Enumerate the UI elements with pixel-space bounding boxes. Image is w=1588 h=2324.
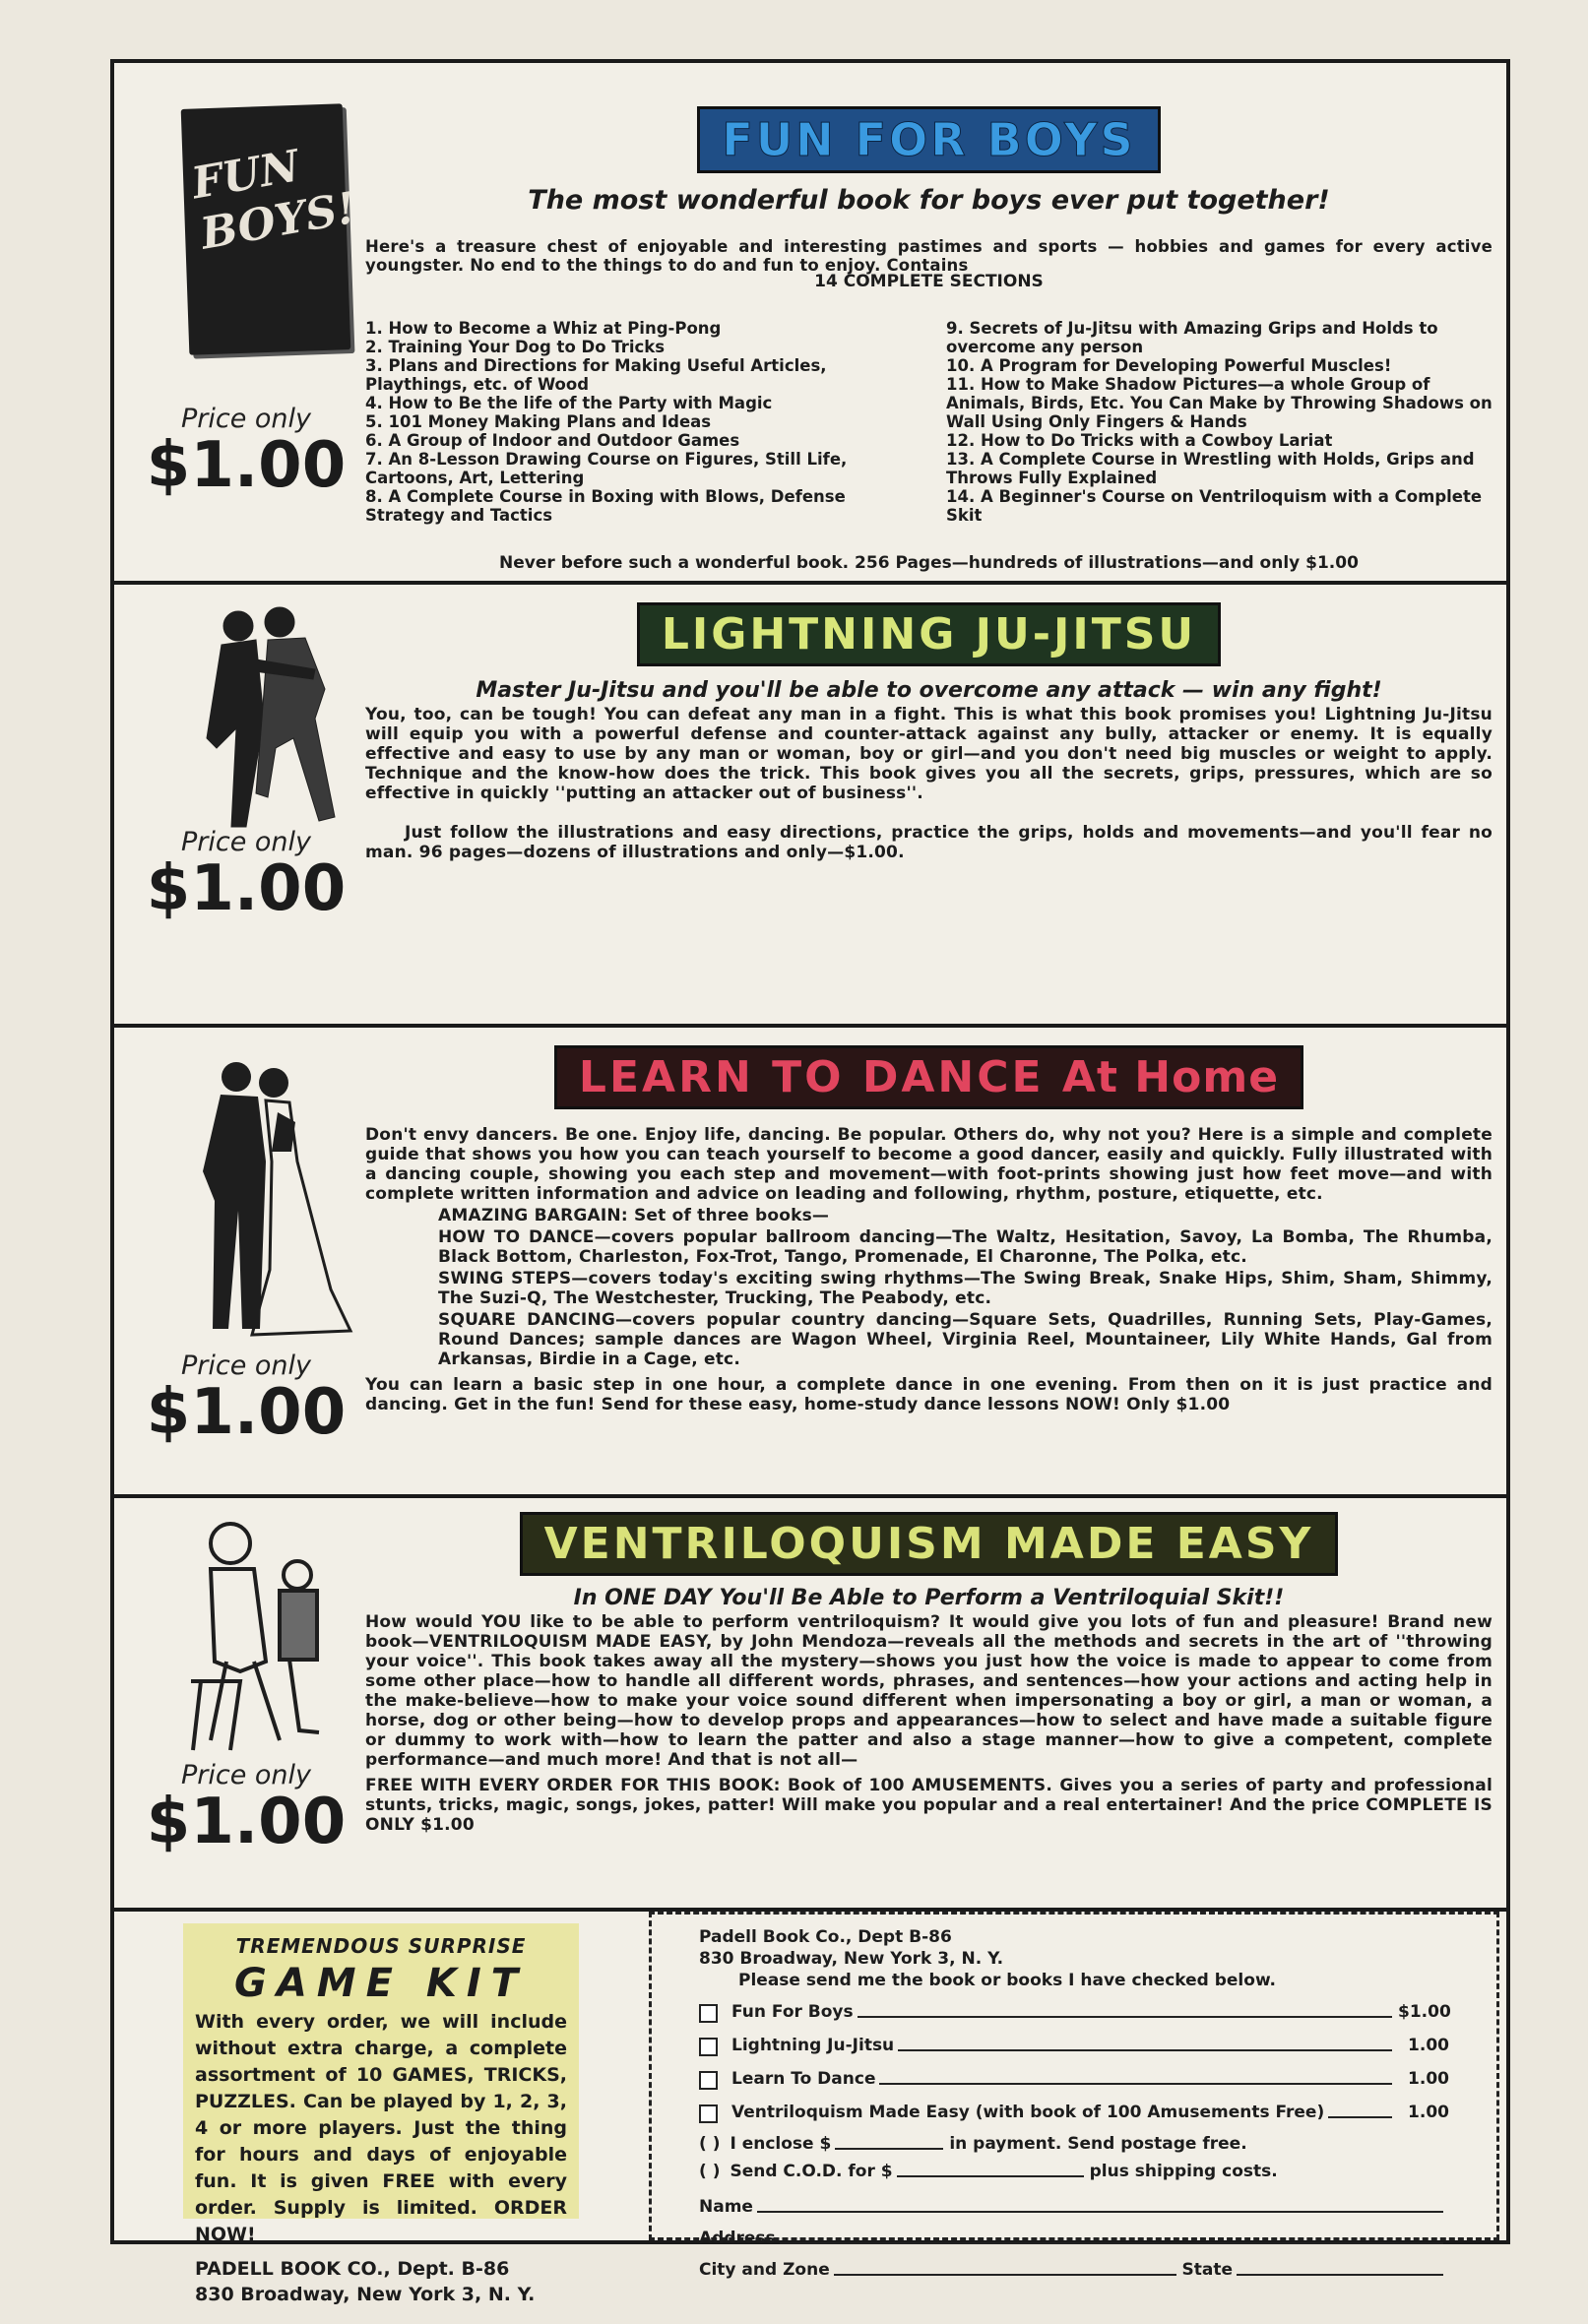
order-address: 830 Broadway, New York 3, N. Y.	[699, 1949, 1004, 1969]
order-section	[114, 1912, 1506, 2305]
jujitsu-tagline: Master Ju-Jitsu and you'll be able to overcome any attack — win any fight!	[476, 678, 1382, 703]
list-item: 3. Plans and Directions for Making Useful Articles, Playthings, etc. of Wood	[365, 356, 827, 394]
fighters-illustration	[177, 600, 354, 837]
order-item-price: 1.00	[1408, 2036, 1449, 2055]
amount-field[interactable]	[835, 2148, 943, 2150]
fill-line	[858, 2016, 1392, 2018]
address-label: Address	[699, 2229, 776, 2248]
fun-for-boys-left	[128, 63, 364, 581]
order-item-label: Learn To Dance	[731, 2069, 876, 2089]
book-cover-text: FUN BOYS!	[188, 141, 360, 260]
order-item-label: Ventriloquism Made Easy (with book of 100 Amusements Free)	[731, 2103, 1325, 2122]
game-kit-address-1: PADELL BOOK CO., Dept. B-86	[195, 2258, 510, 2280]
dance-bargain: AMAZING BARGAIN: Set of three books—	[438, 1206, 830, 1225]
ventriloquism-body: How would YOU like to be able to perform ventriloquism? It would give you lots of fun and pleasure! Brand new book—VENTRILOQUISM MADE EASY, by John Mendoza—reveals all the methods and secrets in the art of ''throwing your voice''. This book takes away all the mystery—shows you just how the voice is made to appear to come from some other place—how to handle all different words, phrases, and sentences—how your actions and acting help in the make-believe—how to make your voice sound different when impersonating a boy or girl, a man or woman, a horse, dog or other being—how to develop props and appearances—how to select and have made a suitable figure or dummy to work with—how to learn the patter and also a stage manner—how to give a competent, complete performance—and much more! And that is not all—	[365, 1612, 1493, 1770]
dance-book-1: HOW TO DANCE—covers popular ballroom dancing—The Waltz, Hesitation, Savoy, La Bomba, The Rhumba, Black Bottom, Charleston, Fox-Trot, Tango, Promenade, El Charonne, The Polka, etc.	[438, 1227, 1493, 1267]
order-item-row[interactable]	[699, 2001, 1449, 2023]
ventriloquism-free-offer: FREE WITH EVERY ORDER FOR THIS BOOK: Book of 100 AMUSEMENTS. Gives you a series of party and professional stunts, tricks, magic, songs, jokes, patter! Will make you popular and a real entertainer! And the price COMPLETE IS ONLY $1.00	[365, 1776, 1493, 1835]
address-field[interactable]	[780, 2242, 1443, 2244]
dance-banner-sub: At Home	[1061, 1052, 1280, 1102]
list-item: 12. How to Do Tricks with a Cowboy Lariat	[946, 431, 1333, 450]
city-row[interactable]	[699, 2259, 1449, 2281]
list-item: 7. An 8-Lesson Drawing Course on Figures, Still Life, Cartoons, Art, Lettering	[365, 450, 848, 487]
order-item-label: Fun For Boys	[731, 2002, 854, 2022]
list-item: 13. A Complete Course in Wrestling with Holds, Grips and Throws Fully Explained	[946, 450, 1475, 487]
price-value: $1.00	[146, 1376, 347, 1449]
price-value: $1.00	[146, 852, 347, 925]
price-label: Price only	[180, 827, 312, 857]
order-item-row[interactable]	[699, 2068, 1449, 2090]
city-label: City and Zone	[699, 2260, 830, 2280]
book-cover-image	[181, 103, 360, 355]
fun-for-boys-section	[114, 63, 1506, 585]
order-item-price: 1.00	[1408, 2103, 1449, 2122]
paren-checkbox[interactable]: ( )	[699, 2134, 721, 2154]
order-item-price: 1.00	[1408, 2069, 1449, 2089]
cod-suffix: plus shipping costs.	[1089, 2162, 1278, 2181]
list-item: 8. A Complete Course in Boxing with Blows, Defense Strategy and Tactics	[365, 487, 846, 525]
jujitsu-section	[114, 585, 1506, 1028]
dance-section	[114, 1028, 1506, 1498]
fun-for-boys-content	[365, 63, 1493, 581]
dance-closing: You can learn a basic step in one hour, a complete dance in one evening. From then on it is just practice and dancing. Get in the fun! Send for these easy, home-study dance lessons NOW! Only $1.00	[365, 1375, 1493, 1414]
ventriloquism-tagline: In ONE DAY You'll Be Able to Perform a Ventriloquial Skit!!	[573, 1586, 1285, 1610]
state-field[interactable]	[1237, 2274, 1443, 2276]
name-field[interactable]	[757, 2211, 1443, 2213]
dancing-couple-illustration	[163, 1053, 360, 1339]
advertisement-page	[110, 59, 1510, 2305]
order-item-label: Lightning Ju-Jitsu	[731, 2036, 895, 2055]
list-item: 6. A Group of Indoor and Outdoor Games	[365, 431, 740, 450]
jujitsu-left	[128, 585, 364, 1024]
enclose-prefix: I enclose $	[730, 2134, 832, 2154]
fill-line	[1328, 2116, 1392, 2118]
checkbox[interactable]	[699, 2104, 718, 2123]
cod-prefix: Send C.O.D. for $	[730, 2162, 893, 2181]
name-label: Name	[699, 2197, 753, 2217]
paren-checkbox[interactable]: ( )	[699, 2162, 721, 2181]
list-item: 1. How to Become a Whiz at Ping-Pong	[365, 319, 722, 338]
sections-list-left	[365, 319, 917, 525]
list-item: 14. A Beginner's Course on Ventriloquism with a Complete Skit	[946, 487, 1483, 525]
jujitsu-banner: LIGHTNING JU-JITSU	[637, 602, 1221, 666]
order-item-price: $1.00	[1398, 2002, 1451, 2022]
jujitsu-body: You, too, can be tough! You can defeat any man in a fight. This is what this book promises you! Lightning Ju-Jitsu will equip you with a powerful defense and counter-attack against any bully, attacker or enemy. It is equally effective and easy to use by any man or woman, boy or girl—and you don't need big muscles or weight to apply. Technique and the know-how does the trick. This book gives you all the secrets, grips, pressures, which are so effective in quickly ''putting an attacker out of business''.	[365, 705, 1493, 803]
checkbox[interactable]	[699, 2071, 718, 2090]
dance-banner-main: LEARN TO DANCE	[578, 1052, 1045, 1102]
fun-for-boys-tagline: The most wonderful book for boys ever put together!	[528, 185, 1330, 216]
ventriloquism-section	[114, 1498, 1506, 1912]
jujitsu-body-2: Just follow the illustrations and easy directions, practice the grips, holds and movements—and you'll fear no man. 96 pages—dozens of illustrations and only—$1.00.	[365, 823, 1493, 862]
fill-line	[879, 2083, 1392, 2085]
cod-amount-field[interactable]	[897, 2175, 1084, 2177]
enclose-suffix: in payment. Send postage free.	[949, 2134, 1247, 2154]
fun-for-boys-intro: Here's a treasure chest of enjoyable and interesting pastimes and sports — hobbies and games for every active youngster. No end to the things to do and fun to enjoy. Contains	[365, 237, 1493, 275]
dance-body: Don't envy dancers. Be one. Enjoy life, dancing. Be popular. Others do, why not you? Here is a simple and complete guide that shows you how you can teach yourself to become a good dancer, easily and quickly. Fully illustrated with a dancing couple, showing you each step and movement—with foot-prints showing just how feet move—and with complete written information and advice on leading and following, rhythm, posture, etiquette, etc.	[365, 1125, 1493, 1204]
list-item: 5. 101 Money Making Plans and Ideas	[365, 412, 712, 431]
game-kit-title-2: GAME KIT	[233, 1961, 528, 2006]
checkbox[interactable]	[699, 2038, 718, 2056]
ventriloquism-banner: VENTRILOQUISM MADE EASY	[520, 1512, 1339, 1576]
game-kit-title-1: TREMENDOUS SURPRISE	[235, 1934, 527, 1958]
cod-row[interactable]	[699, 2161, 1449, 2182]
price-label: Price only	[180, 1760, 312, 1790]
fun-for-boys-closing: Never before such a wonderful book. 256 Pages—hundreds of illustrations—and only $1.00	[499, 553, 1359, 573]
dance-banner	[554, 1045, 1303, 1109]
address-row[interactable]	[699, 2228, 1449, 2249]
list-item: 11. How to Make Shadow Pictures—a whole Group of Animals, Birds, Etc. You Can Make by Throwing Shadows on Wall Using Only Fingers & Hands	[946, 375, 1493, 431]
jujitsu-content	[365, 585, 1493, 1024]
city-field[interactable]	[834, 2274, 1176, 2276]
game-kit-address-2: 830 Broadway, New York 3, N. Y.	[195, 2284, 536, 2305]
list-item: 9. Secrets of Ju-Jitsu with Amazing Grips and Holds to overcome any person	[946, 319, 1438, 356]
list-item: 4. How to Be the life of the Party with Magic	[365, 394, 773, 412]
enclose-row[interactable]	[699, 2133, 1449, 2155]
ventriloquism-left	[128, 1498, 364, 1908]
list-item: 10. A Program for Developing Powerful Muscles!	[946, 356, 1392, 375]
order-instruction: Please send me the book or books I have checked below.	[738, 1971, 1277, 1990]
fun-for-boys-banner: FUN FOR BOYS	[697, 106, 1160, 173]
order-form	[649, 1912, 1499, 2280]
order-item-row[interactable]	[699, 2035, 1449, 2056]
checkbox[interactable]	[699, 2004, 718, 2023]
dance-book-3: SQUARE DANCING—covers popular country dancing—Square Sets, Quadrilles, Running Sets, Play-Games, Round Dances; sample dances are Wagon Wheel, Virginia Reel, Mountaineer, Lily White Hands, Gal from Arkansas, Birdie in a Cage, etc.	[438, 1310, 1493, 1369]
order-item-row[interactable]	[699, 2102, 1449, 2123]
ventriloquism-content	[365, 1498, 1493, 1908]
game-kit-box	[183, 1923, 579, 2305]
price-label: Price only	[180, 404, 312, 434]
fill-line	[898, 2049, 1392, 2051]
price-value: $1.00	[146, 1786, 347, 1858]
dance-left	[128, 1028, 364, 1494]
sections-header: 14 COMPLETE SECTIONS	[814, 272, 1044, 291]
list-item: 2. Training Your Dog to Do Tricks	[365, 338, 666, 356]
price-value: $1.00	[146, 429, 347, 502]
order-company: Padell Book Co., Dept B-86	[699, 1927, 952, 1947]
name-row[interactable]	[699, 2196, 1449, 2218]
ventriloquist-illustration	[171, 1514, 368, 1760]
dance-content	[365, 1028, 1493, 1494]
dance-book-2: SWING STEPS—covers today's exciting swing rhythms—The Swing Break, Snake Hips, Shim, Sham, Shimmy, The Suzi-Q, The Westchester, Trucking, The Peabody, etc.	[438, 1269, 1493, 1308]
game-kit-body: With every order, we will include without extra charge, a complete assortment of 10 GAMES, TRICKS, PUZZLES. Can be played by 1, 2, 3, 4 or more players. Just the thing for hours and days of enjoyable fun. It is given FREE with every order. Supply is limited. ORDER NOW!	[195, 2011, 567, 2245]
price-label: Price only	[180, 1350, 312, 1381]
sections-list-right	[946, 319, 1493, 525]
state-label: State	[1181, 2260, 1233, 2280]
